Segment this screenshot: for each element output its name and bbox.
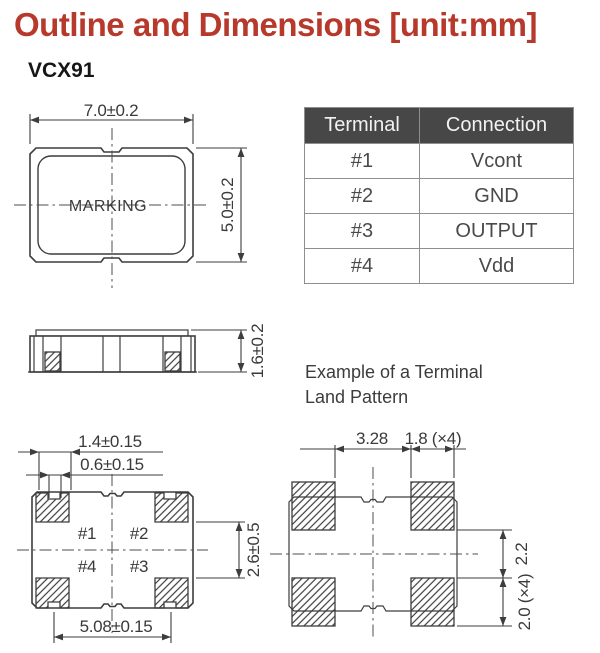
pin-table-header-terminal: Terminal <box>305 108 420 144</box>
pin-connection: Vcont <box>420 144 574 179</box>
dim-label-pad-width: 1.8 (×4) <box>404 429 462 448</box>
model-label: VCX91 <box>28 59 95 82</box>
dim-label-body-height: 5.0±0.2 <box>218 177 237 233</box>
pin-table <box>304 107 574 284</box>
bottom-view-drawing <box>17 432 263 643</box>
dim-label-pad-gap: 3.28 <box>356 429 388 448</box>
dim-label-pad-height: 2.0 (×4) <box>515 573 534 631</box>
dim-label-terminal-width: 1.4±0.15 <box>78 432 142 451</box>
table-row <box>305 214 574 249</box>
pin-terminal: #3 <box>305 214 420 249</box>
marking-label: MARKING <box>68 198 148 215</box>
pin-table-header-connection: Connection <box>420 108 574 144</box>
dim-label-pad-vertical-gap: 2.2 <box>512 542 531 566</box>
pin-connection: OUTPUT <box>420 214 574 249</box>
table-row <box>305 144 574 179</box>
pin-terminal: #4 <box>305 249 420 284</box>
land-pattern-caption-line1: Example of a Terminal <box>305 362 483 382</box>
pin-connection: GND <box>420 179 574 214</box>
pin-label-4: #4 <box>77 557 97 576</box>
side-view-drawing <box>28 324 267 379</box>
land-pattern-caption-line2: Land Pattern <box>305 387 409 407</box>
page-title: Outline and Dimensions [unit:mm] <box>14 6 538 43</box>
dim-label-body-width: 7.0±0.2 <box>83 101 139 120</box>
pin-label-1: #1 <box>77 524 97 543</box>
pin-table-header-row <box>305 108 574 144</box>
land-pattern-caption <box>305 360 483 410</box>
pin-label-2: #2 <box>129 524 149 543</box>
dim-label-thickness: 1.6±0.2 <box>248 323 267 379</box>
top-view-drawing <box>14 101 247 288</box>
pin-connection: Vdd <box>420 249 574 284</box>
dim-label-terminal-gap: 2.6±0.5 <box>244 522 263 578</box>
land-pattern-drawing <box>270 429 534 640</box>
dim-label-notch-width: 0.6±0.15 <box>80 455 144 474</box>
pin-terminal: #2 <box>305 179 420 214</box>
pin-label-3: #3 <box>129 557 149 576</box>
table-row <box>305 179 574 214</box>
pin-terminal: #1 <box>305 144 420 179</box>
dim-label-terminal-span: 5.08±0.15 <box>79 617 153 636</box>
table-row <box>305 249 574 284</box>
